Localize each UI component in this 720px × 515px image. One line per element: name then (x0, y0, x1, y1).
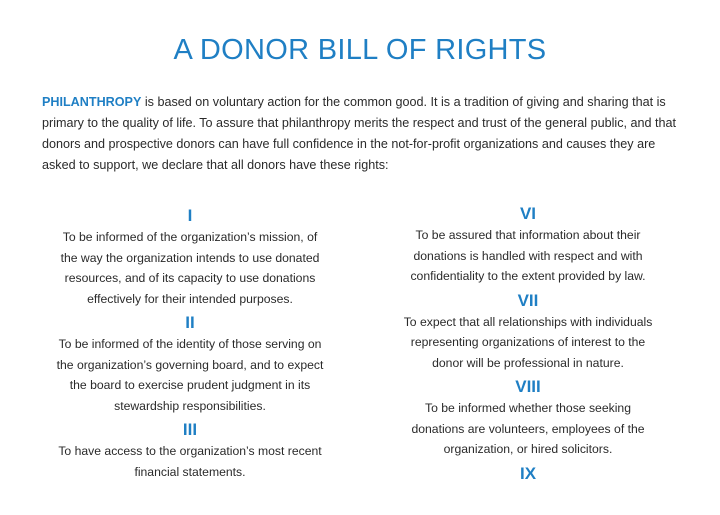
intro-paragraph (42, 92, 682, 176)
right-item (40, 312, 340, 416)
right-line: the board to exercise prudent judgment in its (69, 378, 311, 392)
right-numeral: I (187, 206, 193, 225)
right-line: To be informed of the identity of those serving on (58, 337, 322, 351)
right-line: donations is handled with respect and with (413, 248, 643, 263)
right-line: organization, or hired solicitors. (443, 442, 613, 456)
right-line: To be informed of the organization’s mission, of (62, 230, 318, 244)
right-line: the way the organization intends to use donated (60, 250, 320, 265)
right-numeral: II (185, 313, 195, 332)
right-item (378, 463, 678, 485)
intro-text: is based on voluntary action for the common good. It is a tradition of giving and sharing that is primary to the quality of life. To assure that philanthropy merits the respect and trust of the general public, and that donors and prospective donors can have full confidence in the not-for-profit organizations and causes they are asked to support, we declare that all donors have these rights: (42, 95, 677, 172)
right-numeral: VIII (515, 377, 541, 396)
right-line: effectively for their intended purposes. (87, 291, 293, 306)
right-line: the organization’s governing board, and to expect (56, 357, 324, 372)
right-item (378, 203, 678, 287)
right-line: confidentiality to the extent provided by law. (410, 269, 646, 283)
right-line: financial statements. (134, 464, 246, 479)
right-numeral: III (182, 420, 198, 439)
right-line: To be assured that information about their (415, 228, 641, 242)
right-column (378, 203, 678, 488)
right-item (378, 376, 678, 460)
page-title: A DONOR BILL OF RIGHTS (173, 34, 547, 66)
right-line: resources, and of its capacity to use donations (64, 271, 316, 285)
right-line: To expect that all relationships with individuals (403, 314, 653, 329)
right-numeral: VI (519, 204, 537, 223)
left-column (40, 205, 340, 485)
intro-lead: PHILANTHROPY (42, 95, 142, 109)
right-numeral: IX (519, 463, 537, 483)
right-item (40, 419, 340, 482)
right-numeral: VII (517, 290, 539, 310)
right-line: To be informed whether those seeking (425, 401, 631, 415)
right-line: donor will be professional in nature. (432, 355, 624, 370)
right-line: donations are volunteers, employees of the (411, 421, 645, 436)
right-line: To have access to the organization’s most recent (58, 444, 322, 458)
right-line: stewardship responsibilities. (114, 398, 266, 413)
right-line: representing organizations of interest to the (410, 335, 646, 349)
right-item (40, 205, 340, 309)
right-item (378, 290, 678, 374)
